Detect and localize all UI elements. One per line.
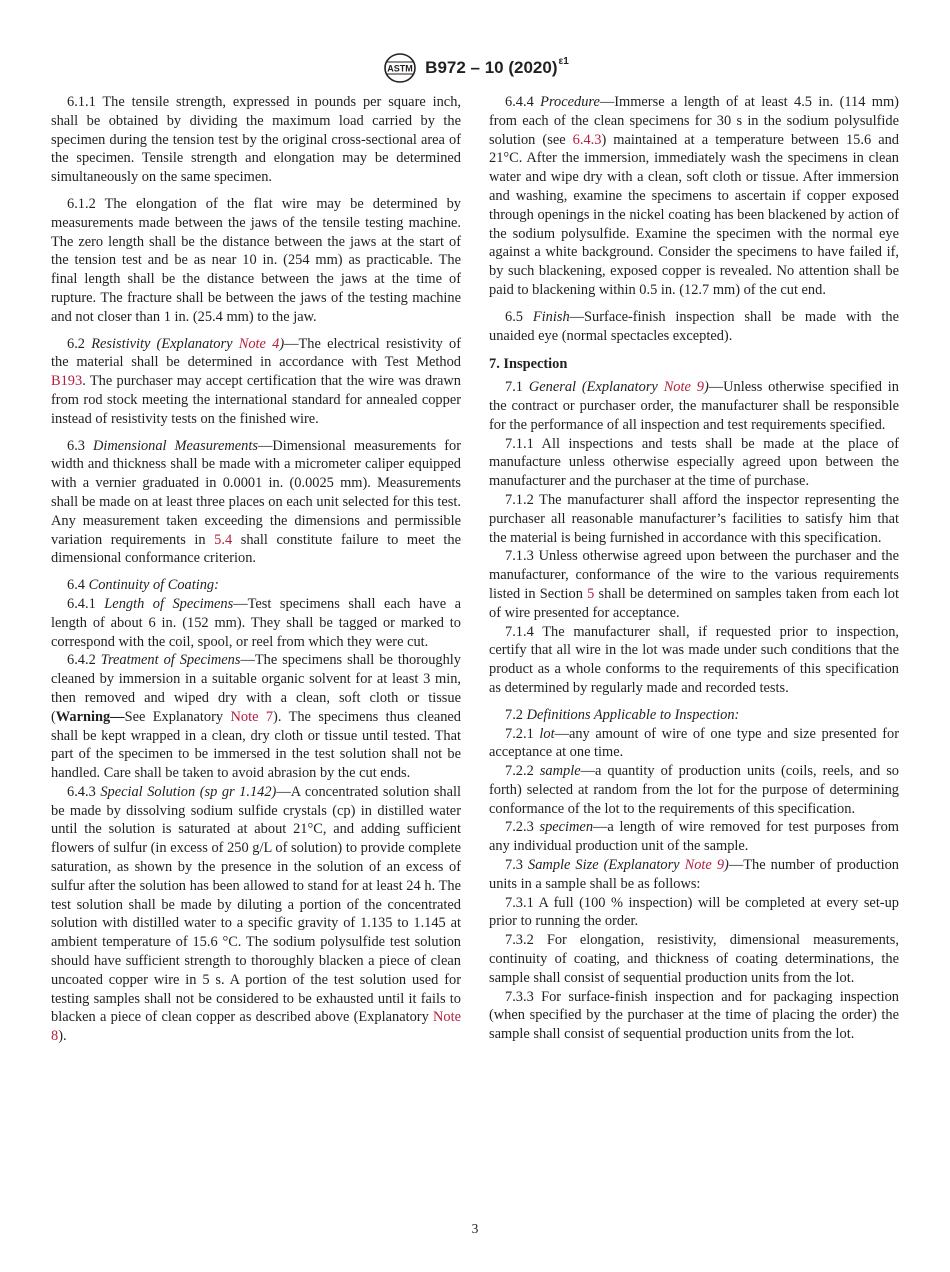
document-designation: B972 – 10 $(2020)^{\varepsilon 1}$ [425,56,569,77]
warning-label: Warning— [55,708,125,725]
note-7-link[interactable]: Note 7 [230,708,274,725]
page-header [0,50,950,86]
section-5-link[interactable]: 5 [587,585,595,602]
left-column [51,93,461,1046]
svg-text:ASTM: ASTM [387,63,413,74]
right-column [489,93,899,1044]
para-7-2-2: 7.2.2 sample—a quantity of production units (coils, reels, and so forth) selected at random from the lot for the purpose of determining conformance of the lot to the requirements of this specification. [489,763,899,817]
para-7-3-1: 7.3.1 A full (100 % inspection) will be completed at every set-up prior to running the order. [489,894,899,930]
para-7-3-2: 7.3.2 For elongation, resistivity, dimensional measurements, continuity of coating, and thickness of coating determinations, the sample shall consist of sequential production units from the lot. [489,932,899,986]
para-6-3: 6.3 Dimensional Measurements—Dimensional measurements for width and thickness shall be made with a micrometer caliper equipped with a vernier graduated in 0.0001 in. (0.0025 mm). Measurements shall be made on at least three places on each unit selected for this test. Any measurement taken exceeding the dimensions and permissible variation requirements in 5.4 shall constitute failure to meet the dimensional conformance criterion. [51,437,461,567]
para-7-2: 7.2 Definitions Applicable to Inspection: [505,706,740,723]
note-9-link-2[interactable]: Note 9 [684,857,725,874]
section-6-4-3-link[interactable]: 6.4.3 [572,131,602,148]
para-7-1-3: 7.1.3 Unless otherwise agreed upon between the purchaser and the manufacturer, conformance of the wire to the various requirements listed in Section 5 shall be determined on samples taken from each lot of wire presented for acceptance. [489,548,899,621]
para-7-1-4: 7.1.4 The manufacturer shall, if requested prior to inspection, certify that all wire in the lot was made under such conditions that the product as a whole conforms to the requirements of this specification as determined by regularly made and recorded tests. [489,623,899,696]
para-6-4-2: 6.4.2 Treatment of Specimens—The specimens shall be thoroughly cleaned by immersion in a suitable organic solvent for at least 3 min, then removed and wiped dry with a clean, soft cloth or tissue (Warning—See Explanatory Note 7). The specimens thus cleaned shall be kept wrapped in a clean, dry cloth or tissue until tested. That part of the specimen to be immersed in the test solution shall not be handled. Care shall be taken to avoid abrasion by the cut ends. [51,652,461,782]
para-7-1-1: 7.1.1 All inspections and tests shall be made at the place of manufacture unless otherwise especially agreed upon between the manufacturer and the purchaser at the time of purchase. [489,435,899,490]
b193-link[interactable]: B193 [51,373,83,390]
para-7-3: 7.3 Sample Size (Explanatory Note 9)—The number of production units in a sample shall be as follows: [489,857,899,892]
section-5-4-link[interactable]: 5.4 [214,531,233,548]
para-6-4-1: 6.4.1 Length of Specimens—Test specimens shall each have a length of about 6 in. (152 mm). They shall be tagged or marked to correspond with the coil, spool, or reel from which they were cut. [51,595,461,650]
para-6-1-1: 6.1.1 The tensile strength, expressed in pounds per square inch, shall be obtained by dividing the maximum load carried by the specimen during the tension test by the original cross-sectional area of the specimen. Tensile strength and elongation may be determined simultaneously on the same specimen. [51,94,461,186]
para-7-2-3: 7.2.3 specimen—a length of wire removed for test purposes from any individual production unit of the sample. [489,819,899,855]
para-7-1-2: 7.1.2 The manufacturer shall afford the inspector representing the purchaser all reasonable manufacturer’s facilities to satisfy him that the material is being furnished in accordance with this specification. [489,491,899,546]
para-7-1: 7.1 General (Explanatory Note 9)—Unless otherwise specified in the contract or purchaser order, the manufacturer shall be responsible for the performance of all inspection and test requirements specified. [489,379,899,433]
page-number: 3 [471,1221,479,1236]
para-6-2: 6.2 Resistivity (Explanatory Note 4)—The electrical resistivity of the material shall be determined in accordance with Test Method B193. The purchaser may accept certification that the wire was drawn from rod stock meeting the international standard for annealed copper instead of resistivity tests on the finished wire. [51,335,461,427]
para-6-1-2: 6.1.2 The elongation of the flat wire may be determined by measurements made between the jaws of the tensile testing machine. The zero length shall be the distance between the jaws at the start of the tension test and be as near 10 in. (254 mm) as practicable. The final length shall be the distance between the jaws at the time of rupture. The fracture shall be between the jaws of the testing machine and not closer than 1 in. (25.4 mm) to the jaw. [51,195,461,325]
para-7-2-1: 7.2.1 lot—any amount of wire of one type and size presented for acceptance at one time. [489,725,899,761]
para-6-4: 6.4 Continuity of Coating: [67,577,219,594]
note-8-link[interactable]: Note 8 [51,1009,461,1045]
epsilon-superscript: ε1 [558,56,569,68]
note-9-link[interactable]: Note 9 [663,379,704,396]
para-6-4-4: 6.4.4 Procedure—Immerse a length of at least 4.5 in. (114 mm) from each of the clean specimens for 30 s in the sodium polysulfide solution (see 6.4.3) maintained at a temperature between 15.6 and 21°C. After the immersion, immediately wash the specimens in clean water and wipe dry with a clean, soft cloth or tissue. After immersion and washing, examine the specimens to ascertain if copper exposed through openings in the nickel coating has been blackened by action of the sodium polysulfide. Examine the specimen with the normal eye against a white background. Consider the specimens to have failed if, by such blackening, exposed copper is revealed. No attention shall be paid to blackening within 0.5 in. (12.7 mm) of the cut end. [489,94,899,298]
note-4-link[interactable]: Note 4 [238,335,280,352]
section-7-heading: 7. Inspection [489,356,568,373]
para-7-3-3: 7.3.3 For surface-finish inspection and for packaging inspection (when specified by the purchaser at the time of placing the order) the sample shall consist of sequential production units from the lot. [489,988,899,1043]
para-6-4-3: 6.4.3 Special Solution (sp gr 1.142)—A concentrated solution shall be made by dissolving sodium sulfide crystals (cp) in distilled water until the solution is saturated at about 21°C, and adding sufficient flowers of sulfur (in excess of 250 g/L of solution) to provide complete saturation, as shown by the presence in the solution of an excess of sulfur after the solution has been allowed to stand for at least 24 h. The test solution shall be made by diluting a portion of the concentrated solution with distilled water to a specific gravity of 1.135 to 1.145 at ambient temperature of 15.6 °C. The sodium polysulfide test solution should have sufficient strength to thoroughly blacken a piece of clean uncoated copper wire in 5 s. A portion of the test solution used for testing samples shall not be considered to be exhausted until it fails to blacken a piece of clean copper as described above (Explanatory Note 8). [51,783,461,1045]
para-6-5: 6.5 Finish—Surface-finish inspection shall be made with the unaided eye (normal spectacles excepted). [489,308,899,344]
astm-logo [381,52,419,84]
